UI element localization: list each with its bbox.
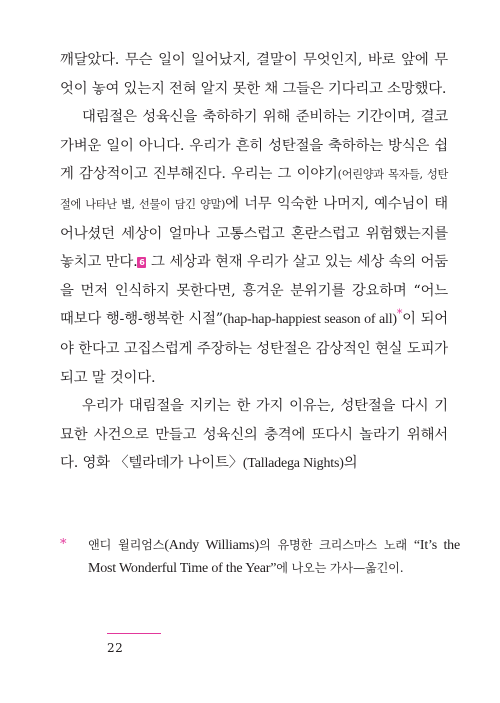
page-number: 22 bbox=[107, 641, 124, 655]
footnote-asterisk-marker[interactable]: * bbox=[396, 307, 403, 321]
footnote-marker: * bbox=[60, 537, 67, 552]
footnote-text-a: 앤디 윌리엄스 bbox=[88, 538, 165, 552]
inline-parenthetical: (어린양과 목자들, 성탄절에 나타난 별, 선물이 담긴 양말) bbox=[60, 168, 448, 211]
paragraph-2 bbox=[60, 103, 448, 392]
paragraph-2-text-f: 이 되어야 한다고 고집스럽게 주장하는 성탄절은 감상적인 현실 도피가 되고 말 것이다. bbox=[60, 311, 449, 386]
paragraph-3-text-a: 우리가 대림절을 지키는 한 가지 이유는, 성탄절을 다시 기묘한 사건으로 만들고 성육신의 충격에 또다시 놀라기 위해서다. 영화 〈텔라데가 나이트〉 bbox=[60, 398, 448, 472]
paragraph-3-text-c: 의 bbox=[343, 455, 358, 472]
english-lyric-phrase: (hap-hap-happiest season of all) bbox=[222, 312, 397, 328]
footnote-text-c: 의 유명한 크리스마스 노래 bbox=[259, 538, 414, 552]
paragraph-2-text-d: 그 세상과 현재 우리가 살고 있는 세상 속의 어둠을 먼저 인식하지 못한다면, 흥겨운 분위기를 강요하며 “어느 때보다 행-행-행복한 시절” bbox=[60, 254, 448, 328]
paragraph-3 bbox=[60, 392, 448, 479]
paragraph-1 bbox=[60, 46, 448, 103]
footnote-text bbox=[88, 534, 460, 581]
footnote-english-name: (Andy Williams) bbox=[164, 538, 259, 553]
page-number-rule bbox=[107, 633, 161, 634]
paragraph-2-text-a: 대림절은 성육신을 축하하기 위해 준비하는 기간이며, 결코 가벼운 일이 아니다. 우리가 흔히 성탄절을 축하하는 방식은 쉽게 감상적이고 진부해진다. 우리는 그 이야기 bbox=[60, 109, 448, 183]
body-text bbox=[60, 46, 448, 479]
paragraph-1-text: 깨달았다. 무슨 일이 일어났지, 결말이 무엇인지, 바로 앞에 무엇이 놓여 있는지 전혀 알지 못한 채 그들은 기다리고 소망했다. bbox=[60, 52, 448, 97]
endnote-reference-marker[interactable]: 6 bbox=[139, 258, 145, 268]
footnote bbox=[60, 534, 460, 581]
footnote-text-e: 에 나오는 가사—옮긴이. bbox=[276, 561, 404, 576]
english-film-title: (Talladega Nights) bbox=[242, 456, 344, 472]
footnote-song-title: “It’s the Most Wonderful Time of the Year” bbox=[88, 538, 460, 577]
paragraph-2-text-c: 에 너무 익숙한 나머지, 예수님이 태어나셨던 세상이 얼마나 고통스럽고 혼란스럽고 위험했는지를 놓치고 만다. bbox=[60, 195, 448, 271]
